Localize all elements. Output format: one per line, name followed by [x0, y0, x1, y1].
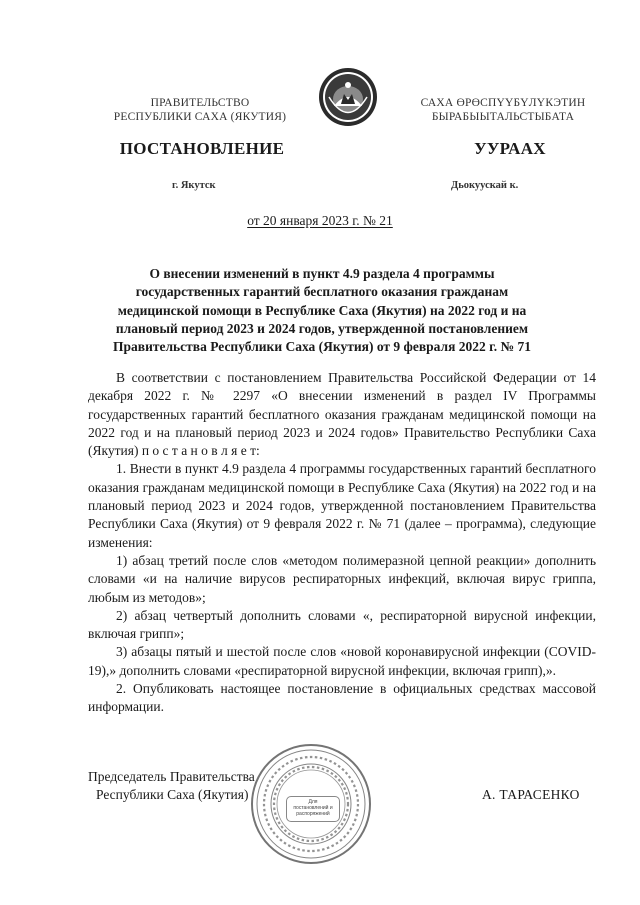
stamp-label [286, 796, 340, 822]
header-left-line1: ПРАВИТЕЛЬСТВО [150, 97, 250, 109]
city-yakut: Дьокуускай к. [451, 180, 519, 191]
body-paragraph-sub-2: 2) абзац четвертый дополнить словами «, респираторной вирусной инфекции, включая грипп»; [88, 607, 596, 642]
document-body [88, 369, 596, 717]
signatory-name: А. ТАРАСЕНКО [482, 787, 580, 802]
header-right-line2: БЫРАБЫЫТАЛЬСТЫБАТА [431, 111, 575, 123]
title-yakut: УУРААХ [474, 139, 546, 158]
stamp-label-line1: Для [308, 799, 318, 805]
header-right-block [388, 96, 618, 124]
body-paragraph-sub-1: 1) абзац третий после слов «методом полимеразной цепной реакции» дополнить словами «и на наличие вирусов респираторных инфекций, включая вирус гриппа, любым из методов»; [88, 552, 596, 605]
document-date-number [0, 213, 640, 229]
city-russian: г. Якутск [172, 180, 216, 191]
stamp-label-line3: распоряжений [296, 811, 330, 817]
document-subject: О внесении изменений в пункт 4.9 раздела 4 программы государственных гарантий бесплатного оказания гражданам медицинской помощи в Республике Саха (Якутия) на 2022 год и на плановый период 2023 и 2024 годов, утвержденной постановлением Правительства Республики Саха (Якутия) от 9 февраля 2022 г. № 71 [113, 266, 531, 355]
signature-position [88, 768, 255, 805]
body-paragraph-item-2: 2. Опубликовать настоящее постановление в официальных средствах массовой информации. [88, 681, 596, 715]
header-right-line1: САХА ӨРӨСПҮҮБҮЛҮКЭТИН [420, 97, 586, 109]
body-paragraph-sub-3: 3) абзацы пятый и шестой после слов «новой коронавирусной инфекции (COVID-19),» дополнить словами «респираторной вирусной инфекции, включая грипп),». [88, 644, 596, 678]
header-left-line2: РЕСПУБЛИКИ САХА (ЯКУТИЯ) [113, 111, 287, 123]
header-left-block [100, 96, 300, 124]
body-paragraph-item-1: 1. Внести в пункт 4.9 раздела 4 программы государственных гарантий бесплатного оказания гражданам медицинской помощи в Республике Саха (Якутия) на 2022 год и на плановый период 2023 и 2024 годов, утвержденной постановлением Правительства Республики Саха (Якутия) от 9 февраля 2022 г. № 71 (далее – программа), следующие изменения: [88, 461, 596, 550]
title-russian: ПОСТАНОВЛЕНИЕ [119, 139, 285, 158]
signature-position-line1: Председатель Правительства [88, 769, 255, 784]
coat-of-arms-icon [317, 66, 379, 128]
stamp-label-line2: постановлений и [293, 805, 333, 811]
date-number-text: от 20 января 2023 г. № 21 [247, 213, 393, 228]
body-paragraph-preamble: В соответствии с постановлением Правительства Российской Федерации от 14 декабря 2022 г. № 2297 «О внесении изменений в раздел IV Программы государственных гарантий бесплатного оказания гражданам медицинской помощи на 2022 год и на плановый период 2023 и 2024 годов» Правительство Республики Саха (Якутия) п о с т а н о в л я е т: [88, 370, 596, 459]
signature-position-line2: Республики Саха (Якутия) [96, 787, 249, 803]
